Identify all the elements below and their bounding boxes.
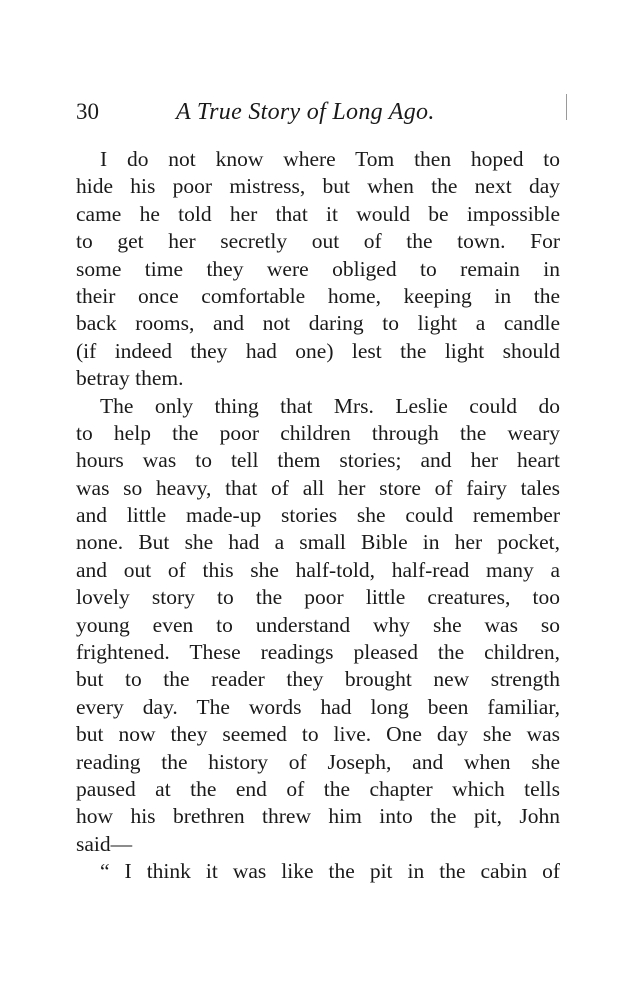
text-line: none. But she had a small Bible in her pocket, <box>76 530 560 555</box>
text-line: and out of this she half-told, half-read many a <box>76 557 560 582</box>
text-line: paused at the end of the chapter which tells <box>76 776 560 801</box>
text-line: how his brethren threw him into the pit, John <box>76 804 560 829</box>
text-line: “ I think it was like the pit in the cabin of <box>100 859 560 884</box>
text-line: some time they were obliged to remain in <box>76 256 560 281</box>
text-line: hours was to tell them stories; and her heart <box>76 448 560 473</box>
text-line: and little made-up stories she could remember <box>76 503 560 528</box>
text-line: hide his poor mistress, but when the next day <box>76 174 560 199</box>
text-line: came he told her that it would be impossible <box>76 201 560 226</box>
page-number: 30 <box>76 99 99 124</box>
text-line: reading the history of Joseph, and when she <box>76 749 560 774</box>
text-line: their once comfortable home, keeping in the <box>76 283 560 308</box>
text-line: (if indeed they had one) lest the light should <box>76 338 560 363</box>
text-line: betray them. <box>76 366 184 391</box>
paragraph-1 <box>76 146 560 393</box>
text-line: every day. The words had long been familiar, <box>76 694 560 719</box>
text-line: The only thing that Mrs. Leslie could do <box>100 393 560 418</box>
page-header <box>76 97 556 131</box>
paragraph-2 <box>76 393 560 859</box>
text-line: back rooms, and not daring to light a candle <box>76 311 560 336</box>
text-line: was so heavy, that of all her store of fairy tales <box>76 475 560 500</box>
text-line: but to the reader they brought new strength <box>76 667 560 692</box>
text-line: said— <box>76 831 133 856</box>
paragraph-3 <box>76 858 560 885</box>
text-line: lovely story to the poor little creatures, too <box>76 585 560 610</box>
page-edge-mark <box>566 94 567 120</box>
text-line: I do not know where Tom then hoped to <box>100 147 560 171</box>
text-line: young even to understand why she was so <box>76 612 560 637</box>
running-title: A True Story of Long Ago. <box>176 99 435 125</box>
body-text <box>76 146 560 886</box>
text-line: but now they seemed to live. One day she was <box>76 722 560 747</box>
text-line: to help the poor children through the weary <box>76 420 560 445</box>
text-line: to get her secretly out of the town. For <box>76 229 560 254</box>
text-line: frightened. These readings pleased the children, <box>76 640 560 665</box>
